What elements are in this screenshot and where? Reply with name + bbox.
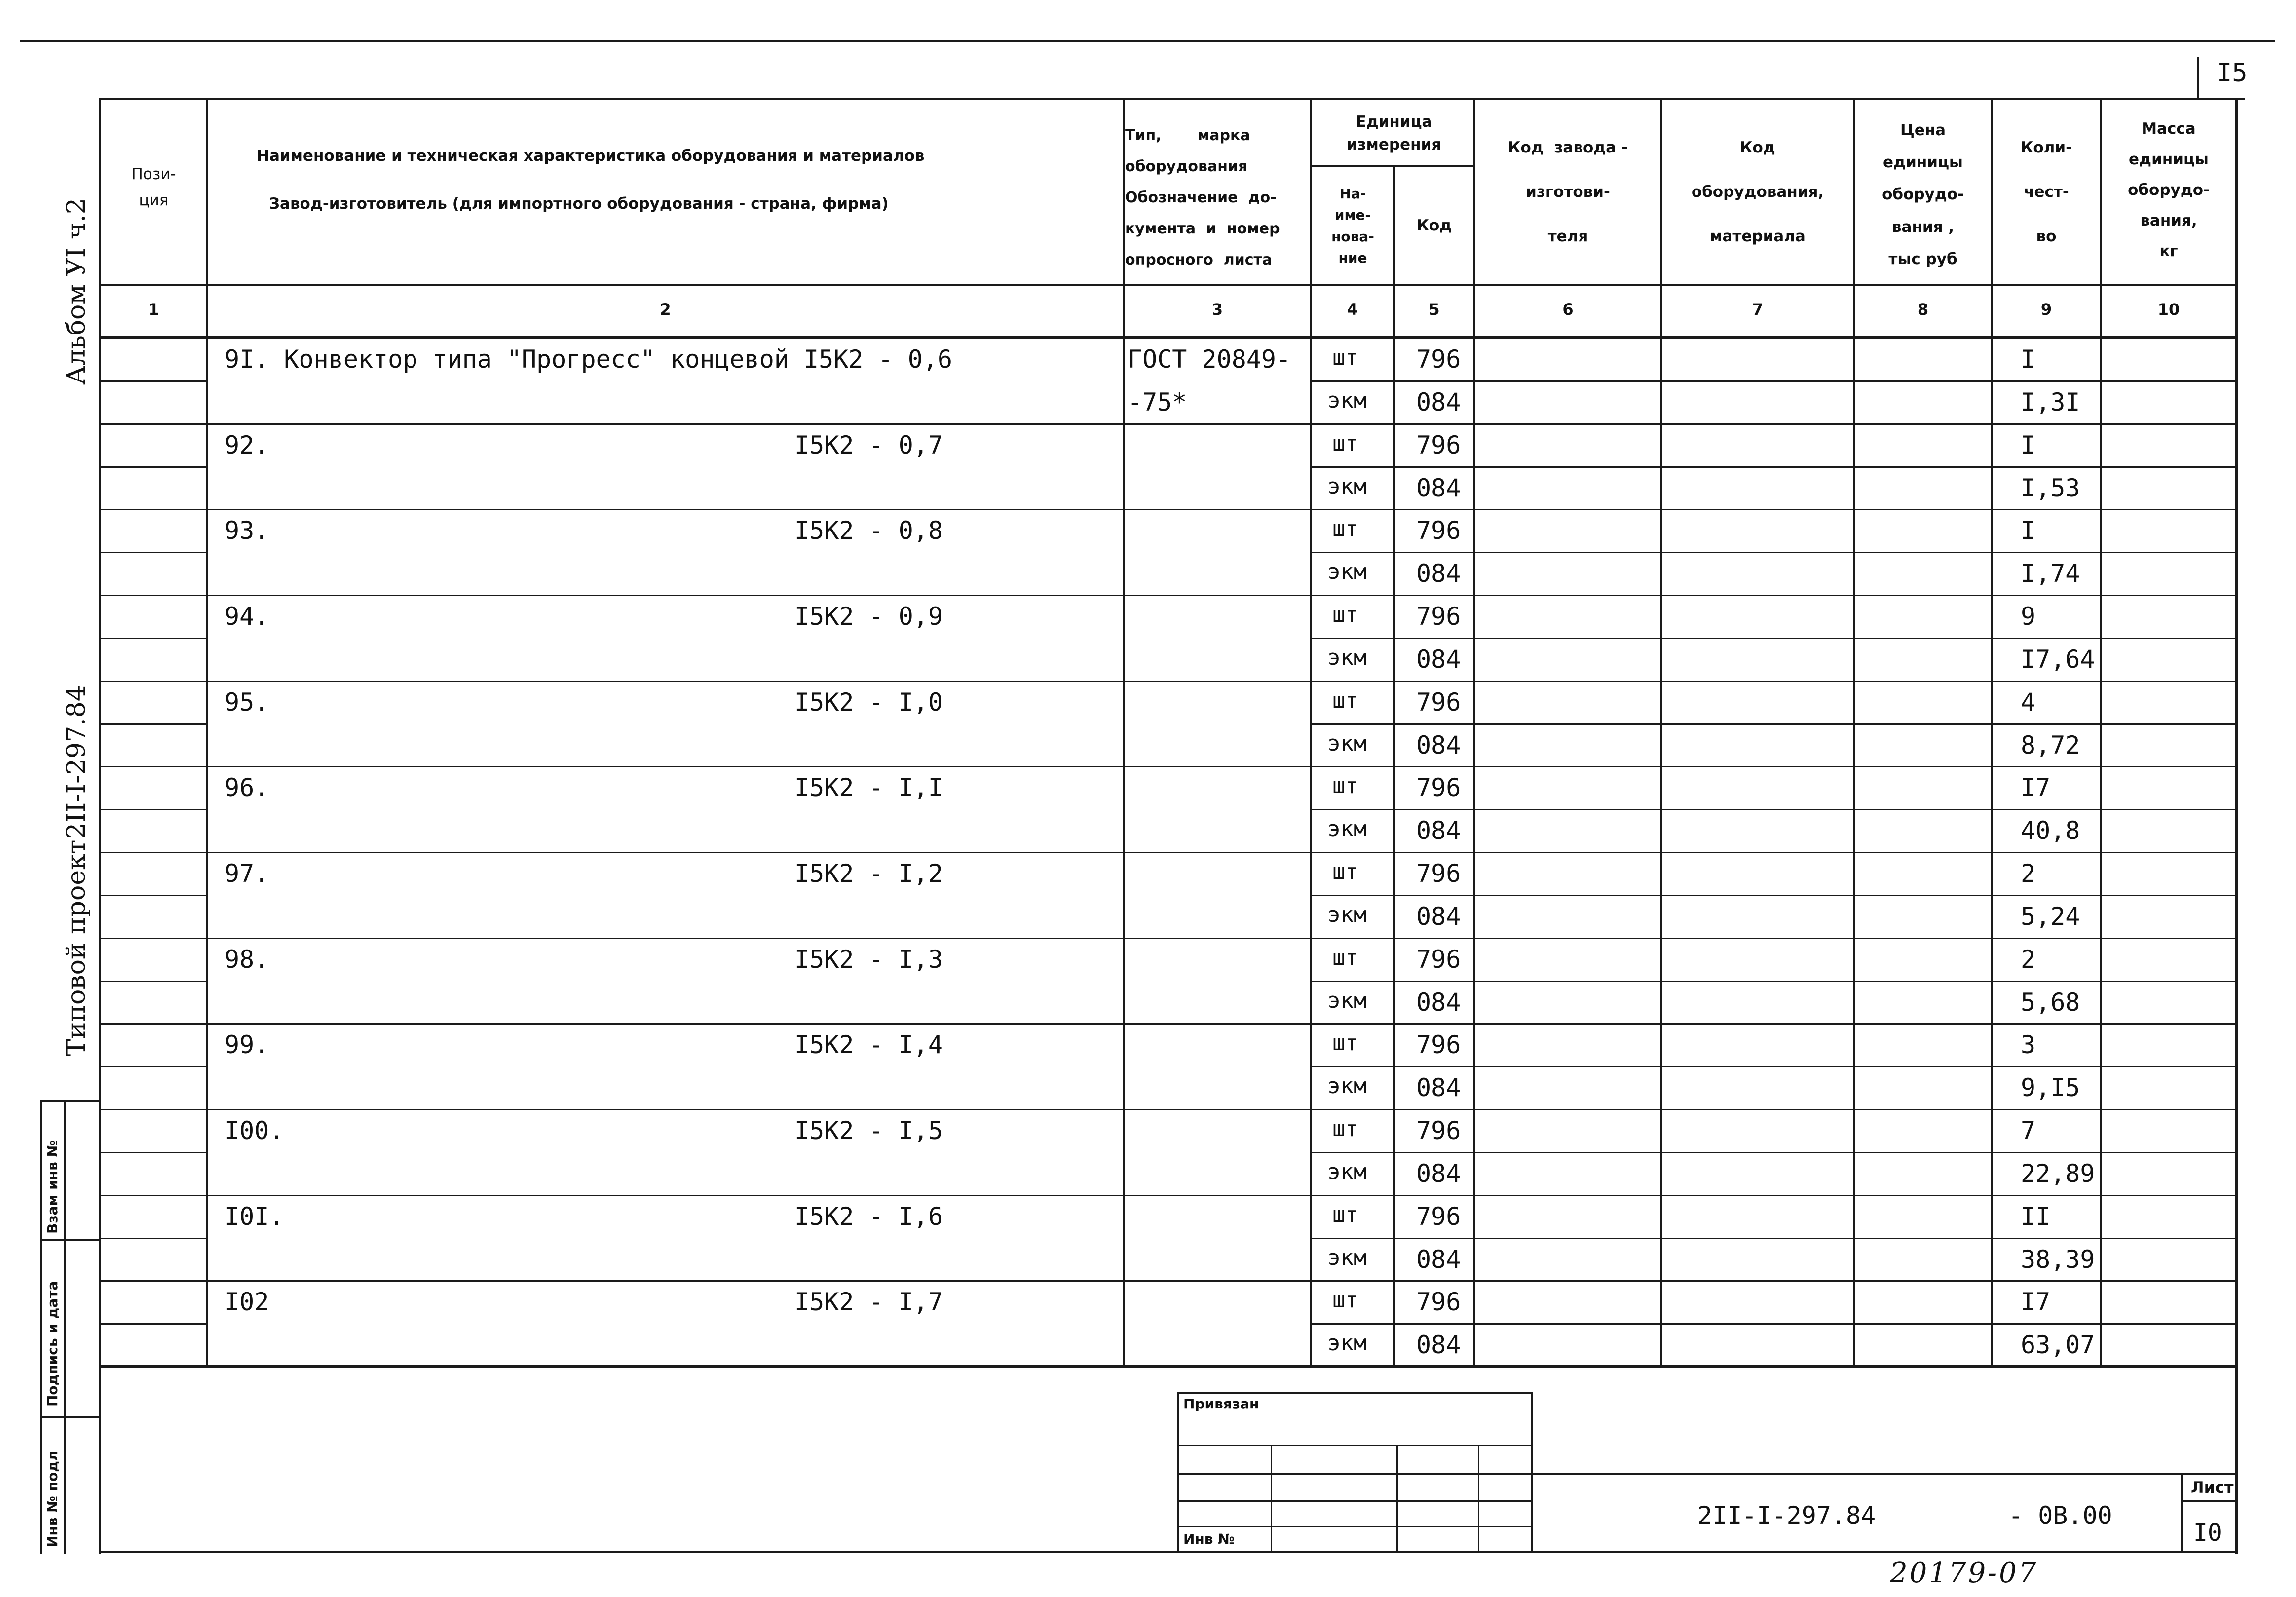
unit-code-ekm: 084 xyxy=(1416,645,1461,674)
header-unit-code: Код xyxy=(1416,217,1452,235)
unit-name-pcs: шт xyxy=(1332,602,1358,627)
quantity-pcs: II xyxy=(2021,1202,2051,1231)
frame-top xyxy=(99,98,2245,100)
stamp-box-left xyxy=(1177,1392,1179,1552)
col-line-6 xyxy=(1660,98,1662,1366)
unit-group-line xyxy=(1310,165,1475,167)
column-number-4: 4 xyxy=(1347,300,1358,319)
row-line xyxy=(1310,638,2235,639)
side-strip-line2 xyxy=(40,1239,100,1241)
row-line-left xyxy=(99,1323,207,1325)
quantity-pcs: I7 xyxy=(2021,1288,2051,1316)
header-name-line2: Завод-изготовитель (для импортного оборудования - страна, фирма) xyxy=(269,195,889,213)
unit-code-pcs: 796 xyxy=(1416,431,1461,459)
item-model: I5К2 - 0,8 xyxy=(794,516,943,545)
quantity-pcs: I7 xyxy=(2021,773,2051,802)
unit-code-pcs: 796 xyxy=(1416,345,1461,374)
unit-name-ekm: экм xyxy=(1327,388,1367,413)
header-equipment-code: Код оборудования, материала xyxy=(1691,139,1824,245)
unit-name-ekm: экм xyxy=(1327,1159,1367,1184)
item-doc-line1: ГОСТ 20849- xyxy=(1128,345,1291,374)
unit-code-ekm: 084 xyxy=(1416,474,1461,502)
quantity-ekm: I,53 xyxy=(2021,474,2080,502)
stamp-inv: Инв № xyxy=(1183,1531,1235,1547)
unit-name-pcs: шт xyxy=(1332,1288,1358,1313)
stamp-box-top xyxy=(1177,1392,1532,1394)
unit-code-ekm: 084 xyxy=(1416,559,1461,588)
header-unit-group: Единица измерения xyxy=(1346,113,1442,153)
item-position-name: 98. xyxy=(225,945,269,974)
item-model: I5К2 - I,3 xyxy=(794,945,943,974)
item-model: I5К2 - I,6 xyxy=(794,1202,943,1231)
unit-name-ekm: экм xyxy=(1327,559,1367,584)
header-unit-name: На- име- нова- ние xyxy=(1331,185,1374,266)
item-model: I5К2 - I,7 xyxy=(794,1288,943,1316)
row-line-left xyxy=(99,981,207,982)
quantity-ekm: 8,72 xyxy=(2021,731,2080,760)
row-line xyxy=(99,766,2238,767)
stamp-col1 xyxy=(1271,1445,1272,1551)
side-signature-date: Подпись и дата xyxy=(44,1281,61,1407)
sheet-number: I5 xyxy=(2217,58,2248,88)
row-line-left xyxy=(99,1152,207,1153)
item-model: I5К2 - 0,9 xyxy=(794,602,943,631)
frame-bottom xyxy=(99,1551,2238,1553)
side-inv-original: Инв № подл xyxy=(44,1450,61,1547)
header-quantity: Коли- чест- во xyxy=(2021,139,2072,245)
quantity-pcs: 7 xyxy=(2021,1116,2036,1145)
item-position-name: 99. xyxy=(225,1030,269,1059)
doc-code: 2II-I-297.84 xyxy=(1697,1501,1876,1530)
row-line-left xyxy=(99,1066,207,1067)
header-type: Тип, марка оборудования Обозначение до- кумента и номер опросного листа xyxy=(1125,126,1280,268)
unit-name-pcs: шт xyxy=(1332,945,1358,970)
item-position-name: I0I. xyxy=(225,1202,284,1231)
column-number-2: 2 xyxy=(660,300,671,319)
side-inv-replace: Взам инв № xyxy=(44,1140,61,1234)
quantity-ekm: 5,68 xyxy=(2021,988,2080,1017)
unit-name-pcs: шт xyxy=(1332,1202,1358,1227)
column-number-10: 10 xyxy=(2157,300,2180,319)
page-top-line xyxy=(20,40,2275,42)
sheet-box-left xyxy=(2197,57,2199,99)
row-line xyxy=(1310,1066,2235,1067)
row-line xyxy=(1310,380,2235,382)
header-bottom-line xyxy=(99,284,2238,286)
unit-code-pcs: 796 xyxy=(1416,1288,1461,1316)
row-line xyxy=(1310,466,2235,468)
quantity-ekm: 40,8 xyxy=(2021,816,2080,845)
unit-code-pcs: 796 xyxy=(1416,1202,1461,1231)
unit-name-pcs: шт xyxy=(1332,516,1358,541)
item-position-name: 95. xyxy=(225,688,269,717)
unit-code-ekm: 084 xyxy=(1416,388,1461,417)
quantity-ekm: I7,64 xyxy=(2021,645,2095,674)
quantity-pcs: 4 xyxy=(2021,688,2036,717)
quantity-pcs: 3 xyxy=(2021,1030,2036,1059)
row-line-left xyxy=(99,809,207,810)
item-doc-line2: -75* xyxy=(1128,388,1187,417)
row-line xyxy=(99,681,2238,682)
unit-code-ekm: 084 xyxy=(1416,816,1461,845)
row-line-left xyxy=(99,380,207,382)
unit-name-pcs: шт xyxy=(1332,431,1358,456)
sheet-cell-mid xyxy=(2181,1500,2238,1502)
side-strip-line3 xyxy=(40,1416,100,1418)
quantity-pcs: I xyxy=(2021,431,2036,459)
header-position: Пози- ция xyxy=(131,165,176,209)
col-line-9 xyxy=(2100,98,2102,1366)
row-line-left xyxy=(99,895,207,896)
header-price: Цена единицы оборудо- вания , тыс руб xyxy=(1882,121,1964,268)
unit-code-pcs: 796 xyxy=(1416,688,1461,717)
row-line xyxy=(99,938,2238,939)
col-line-3 xyxy=(1310,98,1312,1366)
column-number-1: 1 xyxy=(148,300,159,319)
unit-code-ekm: 084 xyxy=(1416,1245,1461,1274)
side-strip-left xyxy=(40,1100,42,1554)
unit-name-pcs: шт xyxy=(1332,688,1358,713)
unit-name-pcs: шт xyxy=(1332,345,1358,370)
item-position-name: 97. xyxy=(225,859,269,888)
unit-name-ekm: экм xyxy=(1327,902,1367,927)
unit-code-pcs: 796 xyxy=(1416,602,1461,631)
sheet-value: I0 xyxy=(2193,1519,2222,1547)
stamp-col2 xyxy=(1396,1445,1398,1551)
item-position-name: I00. xyxy=(225,1116,284,1145)
row-line xyxy=(1310,723,2235,725)
row-line xyxy=(99,852,2238,853)
side-album: Альбом УI ч.2 xyxy=(62,198,91,385)
unit-name-ekm: экм xyxy=(1327,816,1367,841)
row-line xyxy=(99,1023,2238,1025)
item-model: I5К2 - I,I xyxy=(794,773,943,802)
unit-code-pcs: 796 xyxy=(1416,945,1461,974)
quantity-ekm: 9,I5 xyxy=(2021,1073,2080,1102)
row-line-left xyxy=(99,723,207,725)
unit-name-ekm: экм xyxy=(1327,1073,1367,1099)
col-line-7 xyxy=(1853,98,1855,1366)
unit-name-ekm: экм xyxy=(1327,645,1367,670)
unit-code-pcs: 796 xyxy=(1416,859,1461,888)
row-line xyxy=(1310,1323,2235,1325)
unit-code-ekm: 084 xyxy=(1416,1073,1461,1102)
unit-name-ekm: экм xyxy=(1327,1245,1367,1270)
column-number-6: 6 xyxy=(1562,300,1574,319)
sheet-label: Лист xyxy=(2191,1478,2234,1497)
row-line xyxy=(99,423,2238,425)
row-line xyxy=(1310,981,2235,982)
item-position-name: 9I. Конвектор типа "Прогресс" концевой I5К2 - 0,6 xyxy=(225,345,953,374)
stamp-bound: Привязан xyxy=(1183,1396,1259,1412)
row-line-left xyxy=(99,466,207,468)
side-strip-inner xyxy=(64,1100,66,1554)
row-line-left xyxy=(99,552,207,553)
col-line-8 xyxy=(1991,98,1993,1366)
quantity-pcs: 2 xyxy=(2021,859,2036,888)
quantity-pcs: 9 xyxy=(2021,602,2036,631)
column-number-8: 8 xyxy=(1917,300,1929,319)
item-model: I5К2 - 0,7 xyxy=(794,431,943,459)
stamp-box-right xyxy=(1531,1392,1533,1552)
item-position-name: I02 xyxy=(225,1288,269,1316)
item-model: I5К2 - I,4 xyxy=(794,1030,943,1059)
unit-name-ekm: экм xyxy=(1327,731,1367,756)
doc-suffix: - 0В.00 xyxy=(2008,1501,2112,1530)
column-number-7: 7 xyxy=(1752,300,1764,319)
quantity-ekm: 5,24 xyxy=(2021,902,2080,931)
column-number-5: 5 xyxy=(1429,300,1440,319)
quantity-pcs: I xyxy=(2021,516,2036,545)
row-line-left xyxy=(99,638,207,639)
row-line xyxy=(1310,1238,2235,1239)
column-number-3: 3 xyxy=(1211,300,1223,319)
header-factory-code: Код завода - изготови- теля xyxy=(1508,139,1628,245)
side-strip-top xyxy=(40,1100,100,1102)
unit-name-pcs: шт xyxy=(1332,1030,1358,1056)
row-line xyxy=(99,595,2238,596)
quantity-ekm: I,74 xyxy=(2021,559,2080,588)
unit-name-ekm: экм xyxy=(1327,474,1367,499)
header-name-line1: Наименование и техническая характеристика оборудования и материалов xyxy=(257,147,925,165)
unit-name-pcs: шт xyxy=(1332,859,1358,884)
unit-code-ekm: 084 xyxy=(1416,988,1461,1017)
col-line-1 xyxy=(206,98,208,1366)
row-line xyxy=(1310,809,2235,810)
unit-code-ekm: 084 xyxy=(1416,1331,1461,1359)
side-project-code: 2II-I-297.84 xyxy=(62,685,91,839)
row-line xyxy=(1310,552,2235,553)
unit-code-pcs: 796 xyxy=(1416,773,1461,802)
row-line xyxy=(99,509,2238,510)
unit-code-pcs: 796 xyxy=(1416,1030,1461,1059)
unit-name-pcs: шт xyxy=(1332,1116,1358,1141)
item-position-name: 93. xyxy=(225,516,269,545)
unit-code-pcs: 796 xyxy=(1416,516,1461,545)
quantity-pcs: 2 xyxy=(2021,945,2036,974)
row-line xyxy=(99,1195,2238,1196)
unit-name-ekm: экм xyxy=(1327,988,1367,1013)
colnum-bottom-line xyxy=(99,336,2238,339)
row-line xyxy=(1310,895,2235,896)
unit-code-pcs: 796 xyxy=(1416,1116,1461,1145)
item-position-name: 94. xyxy=(225,602,269,631)
table-bottom-line xyxy=(99,1365,2238,1368)
item-position-name: 92. xyxy=(225,431,269,459)
quantity-ekm: I,3I xyxy=(2021,388,2080,417)
handwritten-number: 20179-07 xyxy=(1890,1557,2038,1589)
col-line-5 xyxy=(1473,98,1475,1366)
quantity-ekm: 22,89 xyxy=(2021,1159,2095,1188)
row-line-left xyxy=(99,1238,207,1239)
frame-right xyxy=(2235,98,2238,1554)
unit-code-ekm: 084 xyxy=(1416,1159,1461,1188)
col-line-2 xyxy=(1123,98,1125,1366)
row-line xyxy=(99,1280,2238,1282)
item-model: I5К2 - I,5 xyxy=(794,1116,943,1145)
unit-name-ekm: экм xyxy=(1327,1331,1367,1356)
quantity-ekm: 38,39 xyxy=(2021,1245,2095,1274)
item-model: I5К2 - I,0 xyxy=(794,688,943,717)
column-number-9: 9 xyxy=(2040,300,2052,319)
header-mass: Масса единицы оборудо- вания, кг xyxy=(2128,120,2210,260)
stamp-col3 xyxy=(1478,1445,1479,1551)
side-project-type: Типовой проект xyxy=(62,839,91,1056)
quantity-ekm: 63,07 xyxy=(2021,1331,2095,1359)
unit-name-pcs: шт xyxy=(1332,773,1358,798)
title-block-top xyxy=(1532,1473,2238,1475)
sheet-cell-left xyxy=(2181,1473,2183,1552)
unit-code-ekm: 084 xyxy=(1416,902,1461,931)
item-position-name: 96. xyxy=(225,773,269,802)
unit-code-ekm: 084 xyxy=(1416,731,1461,760)
row-line xyxy=(1310,1152,2235,1153)
quantity-pcs: I xyxy=(2021,345,2036,374)
row-line xyxy=(99,1109,2238,1110)
item-model: I5К2 - I,2 xyxy=(794,859,943,888)
